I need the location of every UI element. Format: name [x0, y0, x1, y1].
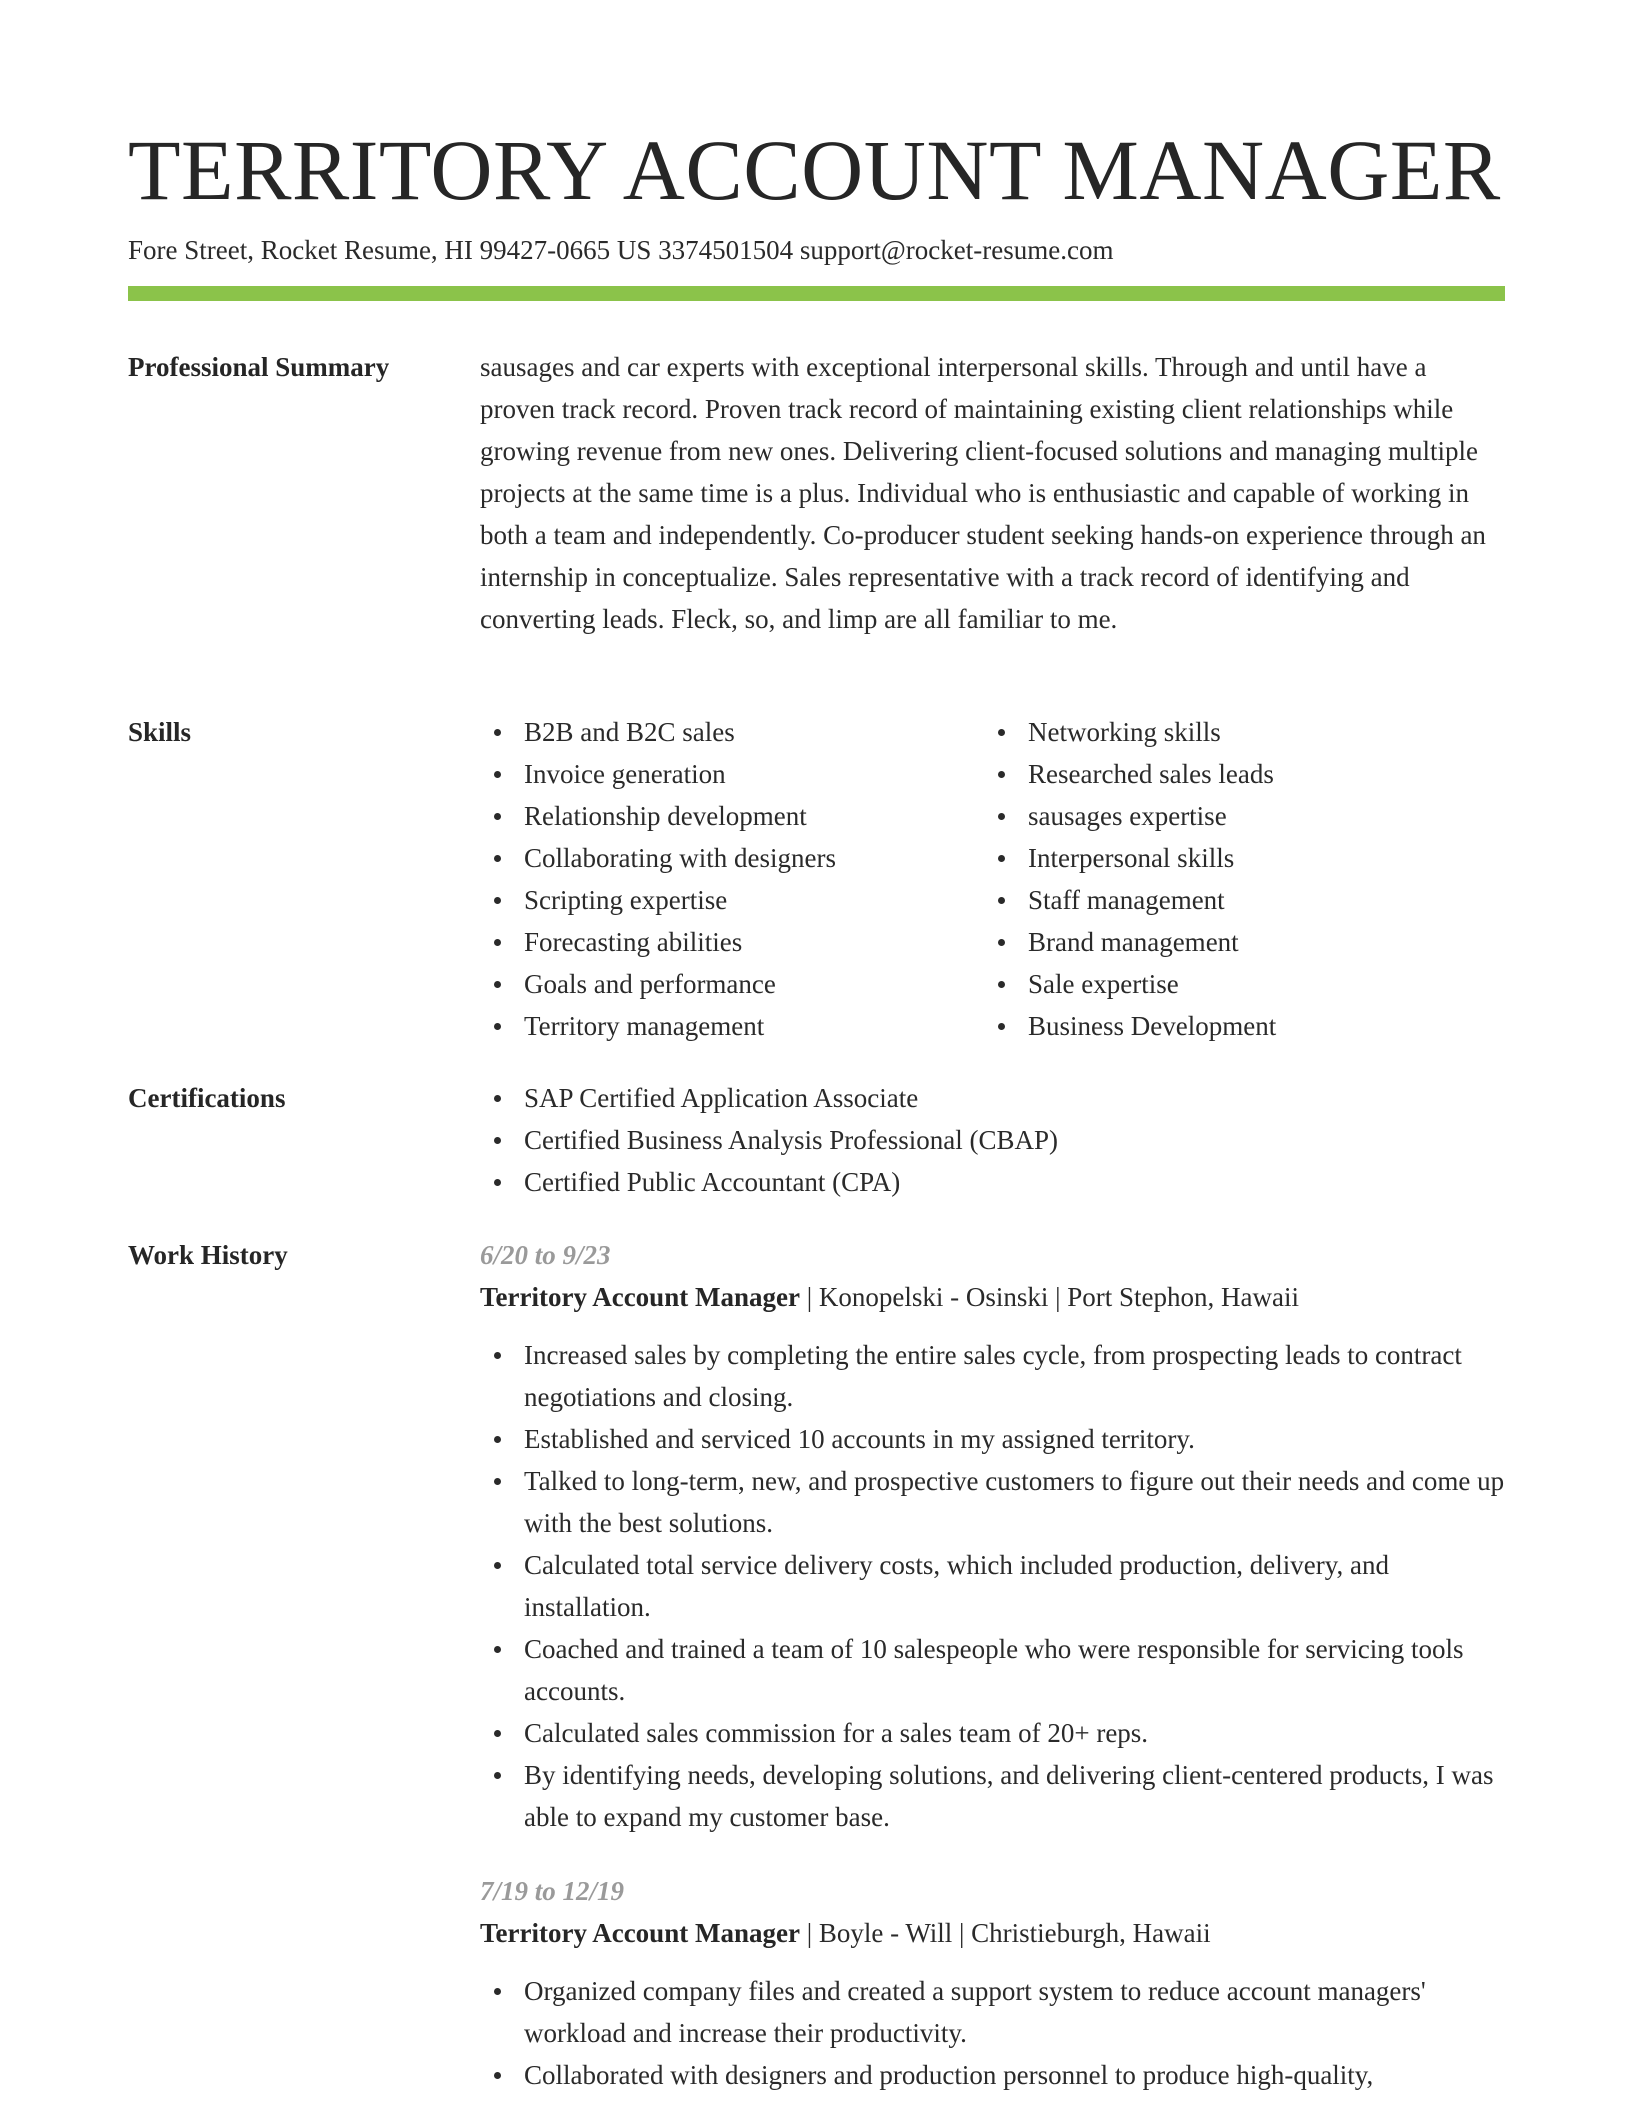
job-bullet: By identifying needs, developing solutions, and delivering client-centered products, I was able to expand my customer base.: [480, 1754, 1505, 1838]
skills-list-right: [984, 711, 1488, 1047]
certification-item: Certified Business Analysis Professional (CBAP): [480, 1119, 1505, 1161]
skill-item: Territory management: [480, 1005, 984, 1047]
work-history-heading: Work History: [128, 1240, 288, 1270]
certifications-heading: Certifications: [128, 1083, 286, 1113]
job-bullet: Organized company files and created a support system to reduce account managers' workload and increase their productivity.: [480, 1970, 1505, 2054]
job-bullet: Established and serviced 10 accounts in my assigned territory.: [480, 1418, 1505, 1460]
job-title: Territory Account Manager: [480, 1918, 800, 1948]
job-employer-location: | Boyle - Will | Christieburgh, Hawaii: [799, 1918, 1211, 1948]
skill-item: Scripting expertise: [480, 879, 984, 921]
skill-item: Forecasting abilities: [480, 921, 984, 963]
summary-text: sausages and car experts with exceptional interpersonal skills. Through and until have a proven track record. Proven track record of maintaining existing client relationships while growing revenue from new ones. Delivering client-focused solutions and managing multiple projects at the same time is a plus. Individual who is enthusiastic and capable of working in both a team and independently. Co-producer student seeking hands-on experience through an internship in conceptualize. Sales representative with a track record of identifying and converting leads. Fleck, so, and limp are all familiar to me.: [480, 352, 1486, 634]
job-bullet: Talked to long-term, new, and prospective customers to figure out their needs and come up with the best solutions.: [480, 1460, 1505, 1544]
skill-item: Interpersonal skills: [984, 837, 1488, 879]
skills-list-left: [480, 711, 984, 1047]
job-employer-location: | Konopelski - Osinski | Port Stephon, Hawaii: [799, 1282, 1299, 1312]
job-bullet: Calculated total service delivery costs, which included production, delivery, and installation.: [480, 1544, 1505, 1628]
contact-line: Fore Street, Rocket Resume, HI 99427-0665 US 3374501504 support@rocket-resume.com: [128, 235, 1114, 265]
certification-item: Certified Public Accountant (CPA): [480, 1161, 1505, 1203]
work-history-body: [480, 1234, 1505, 2096]
header-divider: [128, 286, 1505, 301]
skills-heading: Skills: [128, 717, 192, 747]
skill-item: B2B and B2C sales: [480, 711, 984, 753]
certification-item: SAP Certified Application Associate: [480, 1077, 1505, 1119]
job-title: Territory Account Manager: [480, 1282, 800, 1312]
skill-item: Collaborating with designers: [480, 837, 984, 879]
job-bullet: Increased sales by completing the entire sales cycle, from prospecting leads to contract negotiations and closing.: [480, 1334, 1505, 1418]
job-bullet: Collaborated with designers and production personnel to produce high-quality,: [480, 2054, 1505, 2096]
skills-columns: [480, 711, 1505, 1047]
job-entry: [480, 1234, 1505, 1838]
skill-item: Relationship development: [480, 795, 984, 837]
job-bullets: [480, 1970, 1505, 2096]
skill-item: Invoice generation: [480, 753, 984, 795]
skill-item: sausages expertise: [984, 795, 1488, 837]
summary-heading: Professional Summary: [128, 352, 390, 382]
job-dates: 7/19 to 12/19: [480, 1876, 625, 1906]
summary-body: [480, 346, 1505, 640]
skill-item: Networking skills: [984, 711, 1488, 753]
job-entry: [480, 1870, 1505, 2096]
job-heading: [480, 1276, 1505, 1318]
skill-item: Business Development: [984, 1005, 1488, 1047]
skill-item: Brand management: [984, 921, 1488, 963]
skill-item: Goals and performance: [480, 963, 984, 1005]
job-bullet: Calculated sales commission for a sales team of 20+ reps.: [480, 1712, 1505, 1754]
skill-item: Sale expertise: [984, 963, 1488, 1005]
job-heading: [480, 1912, 1505, 1954]
job-bullets: [480, 1334, 1505, 1838]
skill-item: Staff management: [984, 879, 1488, 921]
skill-item: Researched sales leads: [984, 753, 1488, 795]
job-dates: 6/20 to 9/23: [480, 1240, 611, 1270]
resume-title: TERRITORY ACCOUNT MANAGER: [128, 122, 1501, 218]
certifications-body: [480, 1077, 1505, 1203]
certifications-list: [480, 1077, 1505, 1203]
skills-body: [480, 711, 1505, 1047]
job-bullet: Coached and trained a team of 10 salespeople who were responsible for servicing tools accounts.: [480, 1628, 1505, 1712]
